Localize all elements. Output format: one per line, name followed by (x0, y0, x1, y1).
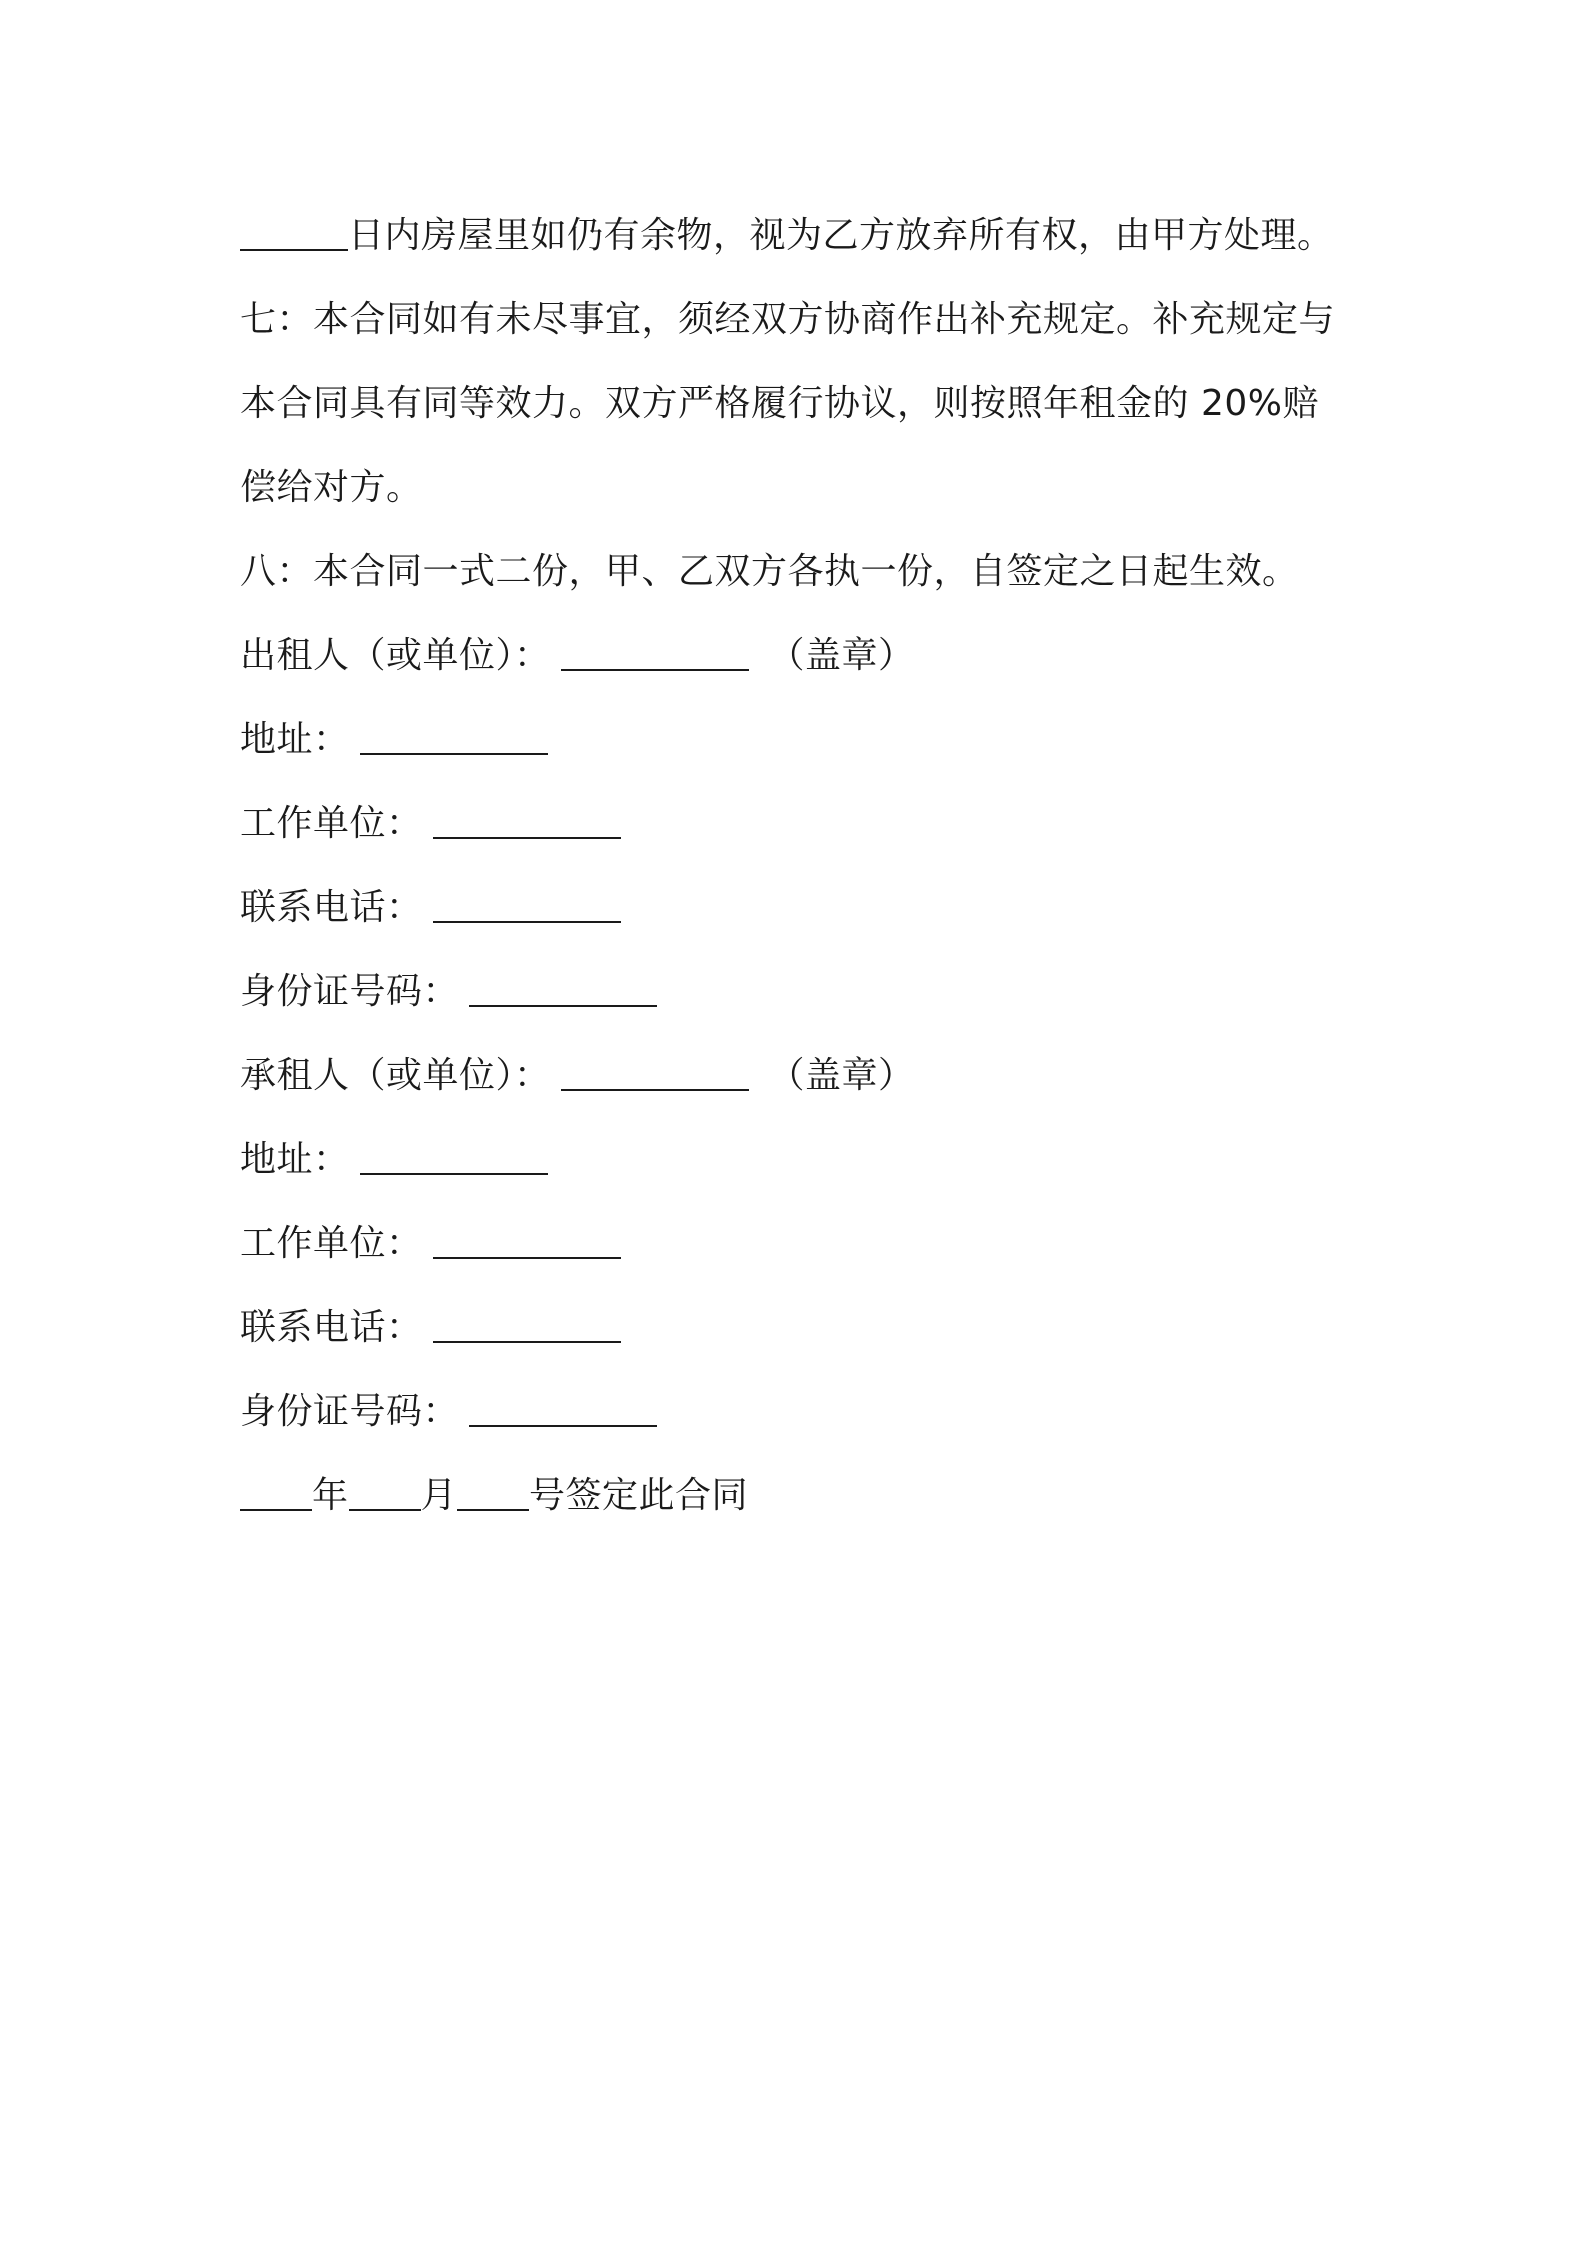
lessee-name-blank (561, 1049, 749, 1091)
lessor-phone-blank (433, 881, 621, 923)
lessor-phone-row (240, 866, 1360, 950)
lessor-seal: （盖章） (768, 635, 915, 676)
day-blank (457, 1469, 529, 1511)
lessee-row (240, 1034, 1360, 1118)
lessee-id-blank (469, 1385, 657, 1427)
lessee-seal: （盖章） (768, 1055, 915, 1096)
paragraph-line-1 (240, 194, 1360, 278)
year-blank (240, 1469, 312, 1511)
paragraph-line-2 (240, 278, 1360, 362)
lessee-address-blank (360, 1133, 548, 1175)
paragraph-line-3 (240, 362, 1360, 446)
lessee-address-label: 地址： (240, 1139, 350, 1180)
lessee-work-unit-row (240, 1202, 1360, 1286)
lessee-phone-label: 联系电话： (240, 1307, 423, 1348)
day-text: 号签定此合同 (529, 1475, 749, 1516)
lessee-label: 承租人（或单位）： (240, 1055, 551, 1096)
lessee-work-unit-blank (433, 1217, 621, 1259)
lessor-id-blank (469, 965, 657, 1007)
lessor-id-label: 身份证号码： (240, 971, 460, 1012)
lessor-work-unit-blank (433, 797, 621, 839)
lessor-address-row (240, 698, 1360, 782)
lessee-address-row (240, 1118, 1360, 1202)
blank-days (240, 209, 348, 251)
lessee-id-label: 身份证号码： (240, 1391, 460, 1432)
clause-seven-end: 偿给对方。 (240, 467, 423, 508)
paragraph-line-4 (240, 446, 1360, 530)
paragraph-line-5 (240, 530, 1360, 614)
year-label: 年 (312, 1475, 349, 1516)
lessor-address-label: 地址： (240, 719, 350, 760)
lessor-work-unit-row (240, 782, 1360, 866)
month-blank (349, 1469, 421, 1511)
lessor-phone-label: 联系电话： (240, 887, 423, 928)
lessor-name-blank (561, 629, 749, 671)
signing-date-row (240, 1454, 1360, 1538)
lessee-id-row (240, 1370, 1360, 1454)
line1-text: 日内房屋里如仍有余物，视为乙方放弃所有权，由甲方处理。 (348, 215, 1334, 256)
clause-seven-text: 七：本合同如有未尽事宜，须经双方协商作出补充规定。补充规定与 (240, 299, 1336, 340)
lessee-work-unit-label: 工作单位： (240, 1223, 423, 1264)
contract-body (240, 194, 1360, 1538)
month-label: 月 (420, 1475, 458, 1516)
clause-eight-text: 八：本合同一式二份，甲、乙双方各执一份，自签定之日起生效。 (240, 551, 1299, 592)
lessor-row (240, 614, 1360, 698)
lessee-phone-blank (433, 1301, 621, 1343)
clause-seven-continued: 本合同具有同等效力。双方严格履行协议，则按照年租金的 20%赔 (240, 383, 1319, 424)
lessor-label: 出租人（或单位）： (240, 635, 551, 676)
lessor-id-row (240, 950, 1360, 1034)
lessor-address-blank (360, 713, 548, 755)
lessor-work-unit-label: 工作单位： (240, 803, 423, 844)
lessee-phone-row (240, 1286, 1360, 1370)
